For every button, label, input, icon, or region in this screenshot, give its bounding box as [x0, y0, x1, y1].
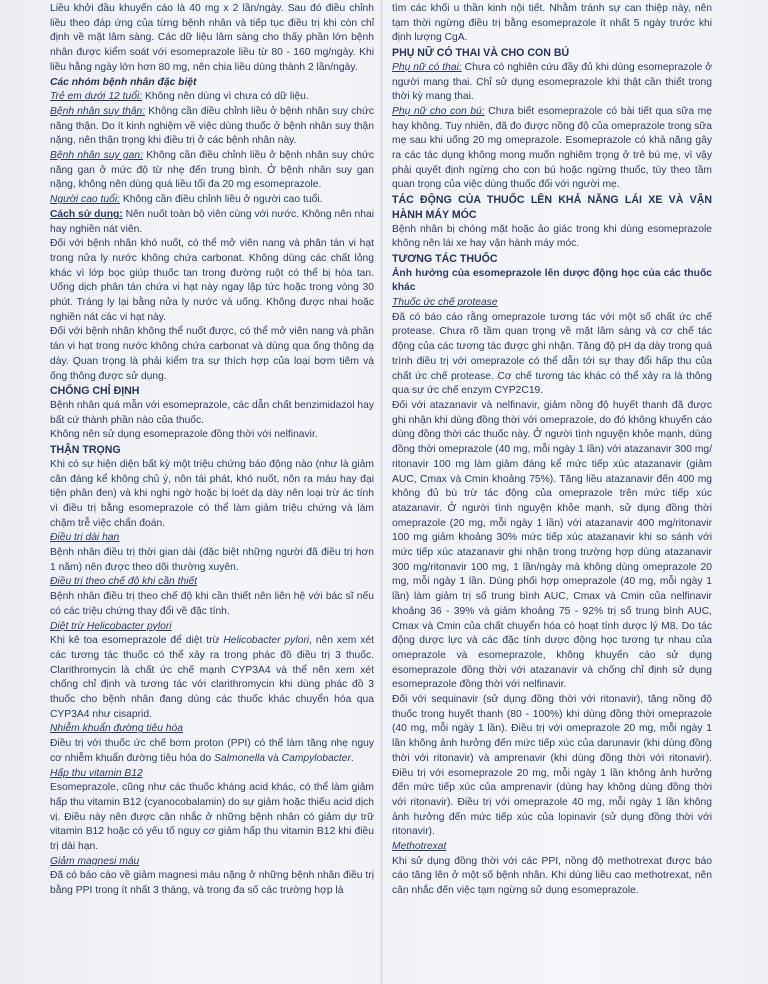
label-hepatic: Bệnh nhân suy gan:	[50, 150, 143, 162]
paragraph-hepatic: Bệnh nhân suy gan: Không cần điều chỉnh liều ở bệnh nhân suy chức năng gan ở mức độ từ nhẹ đến trung bình. Ở bệnh nhân suy gan nặng, không nên dùng quá liều tối đa 20 mg esomeprazole.	[50, 150, 374, 191]
heading-interactions: TƯƠNG TÁC THUỐC	[392, 252, 498, 265]
paragraph-cga: tìm các khối u thần kinh nội tiết. Nhằm tránh sự can thiệp này, nên tạm thời ngừng điều trị bằng esomeprazole ít nhất 5 ngày trước khi định lượng CgA.	[392, 3, 712, 44]
heading-gi-infection: Nhiễm khuẩn đường tiêu hóa	[50, 723, 183, 735]
page-fold	[380, 0, 383, 984]
label-pregnancy: Phụ nữ có thai:	[392, 61, 462, 73]
paragraph-children: Trẻ em dưới 12 tuổi: Không nên dùng vì chưa có dữ liệu.	[50, 91, 309, 103]
paragraph-caution: Khi có sự hiện diện bất kỳ một triệu chứng báo động nào (như là giảm cân đáng kể không chủ ý, nôn tái phát, khó nuốt, nôn ra máu hay đại tiện phân đen) và khi nghi ngờ hoặc bị loét dạ dày nên loại trừ ác tính vì điều trị bằng esomeprazole có thể làm giảm triệu chứng và làm chậm trễ việc chẩn đoán.	[50, 458, 374, 529]
paragraph-helicobacter: Khi kê toa esomeprazole để diệt trừ Helicobacter pylori, nên xem xét các tương tác thuốc có thể xảy ra trong phác đồ điều trị 3 thuốc. Clarithromycin là chất ức chế mạnh CYP3A4 và thể nên xem xét chống chỉ định và tương tác với clarithromycin khi dùng phác đồ 3 thuốc cho bệnh nhân đang dùng các thuốc khác chuyển hóa qua CYP3A4 như cisaprid.	[50, 635, 374, 720]
paragraph-contra-1: Bệnh nhân quá mẫn với esomeprazole, các dẫn chất benzimidazol hay bất cứ thành phần nào của thuốc.	[50, 399, 374, 426]
paragraph-protease-1: Đã có báo cáo rằng omeprazole tương tác với một số chất ức chế protease. Chưa rõ tầm quan trọng về mặt lâm sàng và cơ chế tác động của các tương tác được ghi nhận. Tăng độ pH dạ dày trong quá trình điều trị với omeprazole có thể dẫn tới sự thay đổi hấp thu của chất ức chế protease. Cơ chế tương tác khác có thể xảy ra là thông qua sự ức chế enzym CYP2C19.	[392, 311, 712, 397]
paragraph-methotrexate: Khi sử dụng đồng thời với các PPI, nồng độ methotrexat được báo cáo tăng lên ở một số bệnh nhân. Khi dùng liều cao methotrexat, nên cân nhắc đến việc tạm ngừng sử dụng esomeprazole.	[392, 855, 712, 897]
paragraph-swallow: Đối với bệnh nhân khó nuốt, có thể mở viên nang và phân tán vi hạt trong nửa ly nước không chứa carbonat. Không dùng các chất lỏng khác vì lớp bọc giúp thuốc tan trong đường ruột có thể bị hòa tan. Uống dịch phân tán chứa vi hạt này ngay lập tức hoặc trong vòng 30 phút. Tráng ly lại bằng nửa ly nước và uống. Không được nhai hoặc nghiền nát các vi hạt này.	[50, 238, 374, 323]
paragraph-b12: Esomeprazole, cũng như các thuốc kháng acid khác, có thể làm giảm hấp thu vitamin B12 (cyanocobalamin) do sự giảm hoặc thiếu acid dịch vị. Điều này nên được cân nhắc ở những bệnh nhân có giảm dự trữ vitamin B12 hoặc có yếu tố nguy cơ giảm hấp thu vitamin B12 khi điều trị dài hạn.	[50, 782, 374, 853]
subheading-interactions: Ảnh hưởng của esomeprazole lên dược động học của các thuốc khác	[392, 267, 712, 294]
heading-long-term: Điều trị dài hạn	[50, 532, 120, 544]
paragraph-pregnancy: Phụ nữ có thai: Chưa có nghiên cứu đầy đủ khi dùng esomeprazole ở người mang thai. Chỉ sử dụng esomeprazole khi thật cần thiết trong thời kỳ mang thai.	[392, 61, 712, 103]
paragraph-tube: Đối với bệnh nhân không thể nuốt được, có thể mở viên nang và phân tán vi hạt trong nước không chứa carbonat và dùng qua ống thông dạ dày. Quan trọng là phải kiểm tra sự thích hợp của loại bơm tiêm và ống thông được sử dụng.	[50, 326, 374, 382]
heading-special-groups: Các nhóm bệnh nhân đặc biệt	[50, 76, 197, 88]
heading-contraindications: CHỐNG CHỈ ĐỊNH	[50, 385, 140, 398]
paragraph-magnesium: Đã có báo cáo về giảm magnesi máu nặng ở những bệnh nhân điều trị bằng PPI trong ít nhất 3 tháng, và trong đa số các trường hợp là	[50, 870, 374, 897]
paragraph-renal: Bệnh nhân suy thận: Không cần điều chỉnh liều ở bệnh nhân suy chức năng thận. Do ít kinh nghiệm về việc dùng thuốc ở bệnh nhân suy thận nặng, nên thận trọng khi điều trị ở các bệnh nhân này.	[50, 105, 374, 147]
heading-pregnancy: PHỤ NỮ CÓ THAI VÀ CHO CON BÚ	[392, 47, 570, 60]
heading-protease: Thuốc ức chế protease	[392, 297, 498, 309]
label-elderly: Người cao tuổi:	[50, 194, 120, 206]
left-column	[50, 0, 374, 984]
paragraph-protease-3: Đối với sequinavir (sử dụng đồng thời với ritonavir), tăng nồng độ thuốc trong huyết thanh (80 - 100%) khi dùng đồng thời omeprazole (40 mg, mỗi ngày 1 lần). Điều trị với omeprazole 20 mg, mỗi ngày 1 lần không ảnh hưởng đến mức tiếp xúc của darunavir (khi dùng đồng thời với ritonavir) và amprenavir (khi dùng đồng thời với ritonavir). Điều trị với esomeprazole 20 mg, mỗi ngày 1 lần không ảnh hưởng đến mức tiếp xúc của amprenavir (dùng hay không dùng đồng thời với ritonavir). Điều trị với omeprazole 40 mg, mỗi ngày 1 lần không ảnh hưởng đến mức tiếp xúc của lopinavir (sử dụng đồng thời với ritonavir).	[392, 694, 712, 838]
label-usage: Cách sử dụng:	[50, 208, 123, 220]
paragraph-driving: Bệnh nhân bị chóng mặt hoặc ảo giác trong khi dùng esomeprazole không nên lái xe hay vận hành máy móc.	[392, 223, 712, 250]
label-children: Trẻ em dưới 12 tuổi:	[50, 91, 143, 103]
paragraph-contra-2: Không nên sử dụng esomeprazole đồng thời với nelfinavir.	[50, 429, 318, 441]
heading-helicobacter: Diệt trừ Helicobacter pylori	[50, 620, 172, 632]
paragraph-lactation: Phụ nữ cho con bú: Chưa biết esomeprazole có bài tiết qua sữa mẹ hay không. Tuy nhiên, đã đo được nồng độ của omeprazole trong sữa mẹ sau khi uống 20 mg omeprazole. Esomeprazole có khả năng gây ra các tác dụng không mong muốn nghiêm trọng ở trẻ bú mẹ, vì vậy phải quyết định ngừng cho con bú hoặc ngừng thuốc, tùy theo tầm quan trọng của việc dùng thuốc đối với người mẹ.	[392, 105, 712, 191]
paragraph-dosage-intro: Liều khởi đầu khuyến cáo là 40 mg x 2 lần/ngày. Sau đó điều chỉnh liều theo đáp ứng của từng bệnh nhân và tiếp tục điều trị khi còn chỉ định về mặt lâm sàng. Các dữ liệu lâm sàng cho thấy phần lớn bệnh nhân được kiểm soát với esomeprazole liều từ 80 - 160 mg/ngày. Khi liều hằng ngày lớn hơn 80 mg, nên chia liều dùng thành 2 lần/ngày.	[50, 3, 374, 73]
heading-on-demand: Điều trị theo chế độ khi cần thiết	[50, 576, 198, 588]
label-renal: Bệnh nhân suy thận:	[50, 105, 146, 117]
paragraph-long-term: Bệnh nhân điều trị thời gian dài (đặc biệt những người đã điều trị hơn 1 năm) nên được theo dõi thường xuyên.	[50, 547, 374, 573]
heading-caution: THẬN TRỌNG	[50, 444, 121, 457]
heading-methotrexate: Methotrexat	[392, 841, 447, 853]
paragraph-protease-2: Đối với atazanavir và nelfinavir, giảm nồng độ huyết thanh đã được ghi nhận khi dùng đồng thời với omeprazole, do đó không khuyến cáo dùng đồng thời các thuốc này. Ở người tình nguyện khỏe mạnh, dùng đồng thời omeprazole (40 mg, mỗi ngày 1 lần) với atazanavir 300 mg/ ritonavir 100 mg làm giảm đáng kể mức tiếp xúc atazanavir (giảm AUC, Cmax và Cmin khoảng 75%). Tăng liều atazanavir đến 400 mg không đủ bù trừ tác động của omeprazole trên mức tiếp xúc atazanavir. Ở người tình nguyện khỏe mạnh, sử dụng đồng thời omeprazole (20 mg, mỗi ngày 1 lần) với atazanavir 400 mg/ritonavir 100 mg giảm khoảng 30% mức tiếp xúc atazanavir khi so sánh với mức tiếp xúc atazanavir ghi nhận trong trường hợp dùng atazanavir 300 mg/ritonavir 100 mg, 1 lần/ngày mà không dùng omeprazole 20 mg, mỗi ngày 1 lần. Dùng phối hợp omeprazole (40 mg, mỗi ngày 1 lần) làm giảm trị số trung bình AUC, Cmax và Cmin của nelfinavir khoảng 36 - 39% và giảm khoảng 75 - 92% trị số trung bình AUC, Cmax và Cmin của chất chuyển hóa có hoạt tính dược lý M8. Do tác động dược lực và các đặc tính dược động học tương tự nhau của omeprazole và esomeprazole, không khuyến cáo sử dụng esomeprazole đồng thời với atazanavir và chống chỉ định sử dụng esomeprazole đồng thời với nelfinavir.	[392, 399, 712, 691]
paragraph-elderly: Người cao tuổi: Không cần điều chỉnh liều ở người cao tuổi.	[50, 194, 323, 206]
heading-b12: Hấp thu vitamin B12	[50, 767, 143, 779]
paragraph-usage: Cách sử dụng: Nên nuốt toàn bộ viên cùng với nước. Không nên nhai hay nghiền nát viên.	[50, 208, 374, 235]
label-lactation: Phụ nữ cho con bú:	[392, 105, 485, 117]
heading-driving: TÁC ĐỘNG CỦA THUỐC LÊN KHẢ NĂNG LÁI XE VÀ VẬN HÀNH MÁY MÓC	[392, 194, 712, 221]
right-column	[392, 0, 712, 984]
heading-magnesium: Giảm magnesi máu	[50, 855, 140, 867]
paragraph-on-demand: Bệnh nhân điều trị theo chế độ khi cần thiết nên liên hệ với bác sĩ nếu có các triệu chứng thay đổi về đặc tính.	[50, 591, 374, 617]
paragraph-gi-infection: Điều trị với thuốc ức chế bơm proton (PPI) có thể làm tăng nhẹ nguy cơ nhiễm khuẩn đường tiêu hóa do Salmonella và Campylobacter.	[50, 738, 374, 764]
